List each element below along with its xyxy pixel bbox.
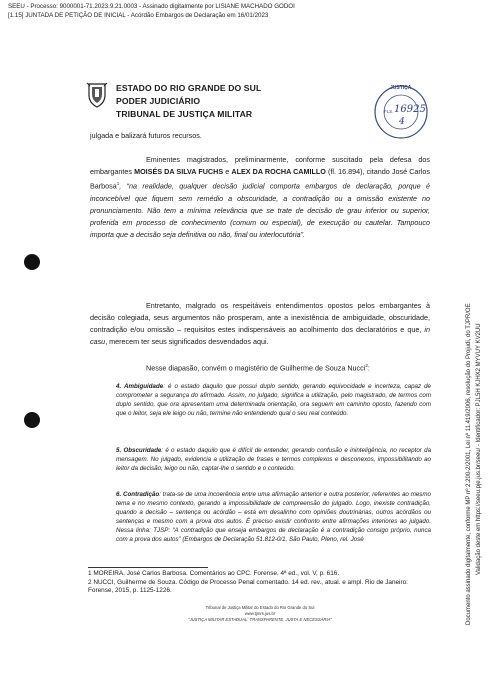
paragraph-3: Nesse diapasão, convém o magistério de Guilherme de Souza Nucci$^2$: (146, 363, 370, 373)
stamp-number: 16925 (394, 104, 426, 115)
name-moises: MOISÉS DA SILVA FUCHS (134, 167, 224, 177)
footnote-divider (88, 567, 208, 568)
stamp-ring-text: JUSTIÇA (390, 85, 412, 91)
footer-court: Tribunal de Justiça Militar do Estado do Rio Grande do Sul (205, 605, 315, 610)
punch-hole-top (24, 254, 40, 270)
header-line-2: [1.15] JUNTADA DE PETIÇÃO DE INICIAL - Acórdão Embargos de Declaração em 16/01/2023 (8, 12, 269, 19)
punch-hole-bottom (24, 412, 40, 428)
footer-url: www.tjmrs.jus.br (244, 611, 276, 616)
side-validation-line-1: Documento assinado digitalmente, conforme MP nº 2.200-2/2001, Lei nº 11.419/2006, resolução do Projudi, do TJPR/OE (466, 303, 472, 625)
paragraph-2: Entretanto, malgrado os respeitáveis entendimentos opostos pelos embargantes à decisão colegiada, seus argumentos não prosperam, ante a inexistência de ambiguidade, obscuridade, contradição e/ou omissão – requisitos estes indispensáveis ao acolhimento dos declaratórios e que, in casu, merecem ter seus significados desvendados aqui. (90, 301, 430, 347)
side-validation-line-2: Validação deste em https://seeu.pje.jus.br/seeu/ - Identificador: PJL5H KJHX2 MYVUY KV2UU (476, 323, 482, 575)
footnote-2: 2 NUCCI, Guilherme de Souza. Código de Processo Penal comentado. 14 ed. rev., atual. e ampl. Rio de Janeiro: Forense, 2015, p. 1125-1226. (88, 579, 408, 595)
institution-state: ESTADO DO RIO GRANDE DO SUL (116, 83, 262, 93)
institution-power: PODER JUDICIÁRIO (116, 96, 201, 106)
coat-of-arms-icon (86, 82, 108, 108)
footnote-ref-1: 1 (116, 181, 120, 187)
paragraph-0: julgada e balizará futuros recursos. (90, 131, 202, 140)
quote-ambiguidade: 4. Ambiguidade: é o estado daquilo que possui duplo sentido, gerando equivocidade e incerteza, capaz de comprometer a segurança do afirmado. Assim, no julgado, significa a utilização, pelo magistrado, de termos com duplo sentido, que ora apresentam uma determinada orientação, ora seguem em caminho oposto, fazendo com que o leitor, seja ele leigo ou não, termine não entendendo qual o seu real conteúdo. (116, 383, 431, 418)
name-alex: ALEX DA ROCHA CAMILLO (231, 167, 326, 177)
stamp-sub: 4 (399, 117, 405, 127)
quote-obscuridade: 5. Obscuridade: é o estado daquilo que é difícil de entender, gerando confusão e ininteligência, no receptor da mensagem. No julgado, evidencia a utilização de frases e termos complexos e desconexos, impossibilitando ao leitor da decisão, leigo ou não, captar-lhe o sentido e o conteúdo. (116, 447, 432, 473)
footer-motto: “JUSTIÇA MILITAR ESTADUAL: TRANSPARENTE, JUSTA E NECESSÁRIA” (188, 617, 332, 622)
footnote-1: 1 MOREIRA, José Carlos Barbosa. Comentários ao CPC. Forense. 4ª ed., vol. V, p. 616. (88, 570, 340, 577)
stamp-fls-label: FLS. (384, 109, 394, 114)
footnote-ref-2: 2 (365, 363, 368, 368)
quote-contradicao: 6. Contradição: trata-se de uma incoerência entre uma afirmação anterior e outra posterior, referentes ao mesmo tema e no mesmo contexto, gerando a impossibilidade de compreensão do julgado. Logo, inexiste contradição, quando a decisão – sentença ou acórdão – está em desalinho com opiniões doutrinárias, outros acórdãos ou sentenças e mesmo com a prova dos autos. É preciso existir confronto entre afirmações interiores ao julgado. Nessa linha: TJSP: “A contradição que enseja embargos de declaração é a contradição consigo próprio, nunca com a prova dos autos” (Embargos de Declaração 51.812-0/1, São Paulo, Pleno, rel. José (116, 491, 431, 544)
institution-court: TRIBUNAL DE JUSTIÇA MILITAR (116, 109, 253, 119)
paragraph-1: Eminentes magistrados, preliminarmente, conforme suscitado pela defesa dos embargantes MOISÉS DA SILVA FUCHS e ALEX DA ROCHA CAMILLO (fl. 16.894), citando José Carlos Barbosa$^1$, “na realidade, qualquer decisão judicial comporta embargos de declaração, porque é inconcebível que fiquem sem remédio a obscuridade, a contradição ou a omissão existente no pronunciamento. Não tem a mínima relevância que se trate de decisão de grau inferior ou superior, proferida em processo de conhecimento (comum ou especial), de execução ou cautelar. Tampouco importa que a decisão seja definitiva ou não, final ou interlocutória”. (90, 155, 430, 239)
header-line-1: SEEU - Processo: 9000001-71.2023.9.21.0003 - Assinado digitalmente por LISIANE MACHADO GODOI (8, 3, 295, 10)
